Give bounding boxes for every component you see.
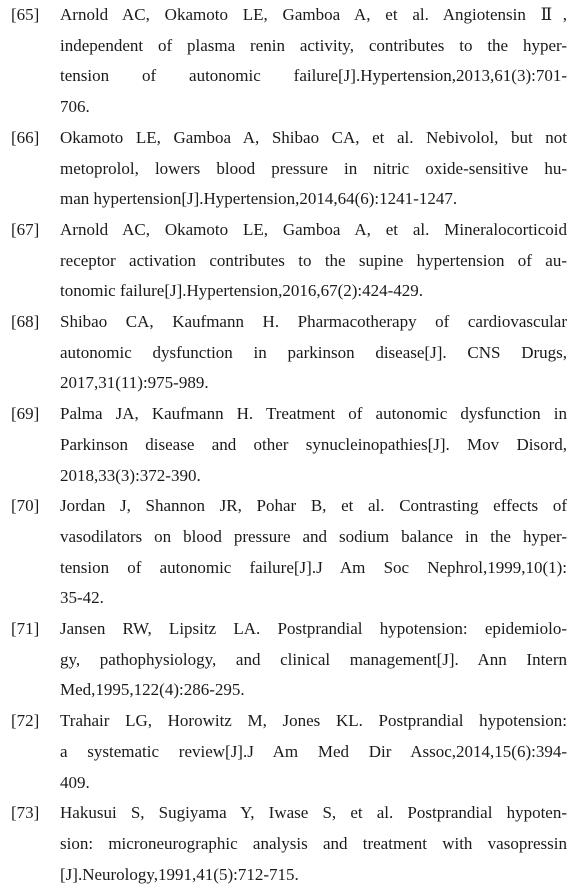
reference-text-line: Hakusui S, Sugiyama Y, Iwase S, et al. Postprandial hypoten- (60, 803, 567, 823)
reference-text-line: 409. (60, 772, 90, 792)
reference-text-line: tension of autonomic failure[J].Hypertension,2013,61(3):701- (60, 66, 567, 86)
reference-text-line: Arnold AC, Okamoto LE, Gamboa A, et al. Mineralocorticoid (60, 219, 567, 239)
reference-text-line: autonomic dysfunction in parkinson disease[J]. CNS Drugs, (60, 342, 567, 362)
reference-text-line: gy, pathophysiology, and clinical management[J]. Ann Intern (60, 649, 567, 669)
reference-number: [67] (11, 219, 40, 239)
reference-text-line: Jansen RW, Lipsitz LA. Postprandial hypotension: epidemiolo- (60, 619, 567, 638)
reference-text-line: vasodilators on blood pressure and sodium balance in the hyper- (60, 526, 567, 546)
reference-text-line: [J].Neurology,1991,41(5):712-715. (60, 864, 299, 884)
reference-text-line: 35-42. (60, 588, 104, 608)
reference-text-line: Palma JA, Kaufmann H. Treatment of autonomic dysfunction in (60, 404, 567, 424)
reference-text-line: Okamoto LE, Gamboa A, Shibao CA, et al. Nebivolol, but not (60, 127, 567, 147)
reference-text-line: man hypertension[J].Hypertension,2014,64(6):1241-1247. (60, 189, 458, 209)
reference-text-line: metoprolol, lowers blood pressure in nitric oxide-sensitive hu- (60, 158, 567, 178)
reference-text-line: 706. (60, 97, 90, 117)
reference-number: [70] (11, 496, 40, 516)
reference-number: [66] (11, 127, 40, 147)
reference-text-line: a systematic review[J].J Am Med Dir Assoc,2014,15(6):394- (60, 741, 567, 761)
reference-text-line: 2017,31(11):975-989. (60, 373, 209, 393)
reference-number: [65] (11, 5, 40, 24)
reference-text-line: 2018,33(3):372-390. (60, 465, 201, 485)
reference-text-line: Arnold AC, Okamoto LE, Gamboa A, et al. Angiotensin Ⅱ, (60, 5, 567, 24)
reference-text-line: sion: microneurographic analysis and treatment with vasopressin (60, 833, 567, 853)
reference-text-line: Trahair LG, Horowitz M, Jones KL. Postprandial hypotension: (60, 711, 567, 731)
reference-text-line: independent of plasma renin activity, contributes to the hyper- (60, 35, 567, 55)
reference-number: [68] (11, 312, 40, 331)
reference-number: [72] (11, 711, 40, 731)
reference-text-line: tension of autonomic failure[J].J Am Soc Nephrol,1999,10(1): (60, 557, 567, 577)
reference-text-line: receptor activation contributes to the supine hypertension of au- (60, 250, 567, 270)
reference-text-line: Jordan J, Shannon JR, Pohar B, et al. Contrasting effects of (60, 496, 567, 516)
reference-text-line: Shibao CA, Kaufmann H. Pharmacotherapy of cardiovascular (60, 312, 567, 331)
reference-number: [71] (11, 619, 40, 638)
reference-number: [73] (11, 803, 40, 823)
reference-number: [69] (11, 404, 40, 424)
reference-text-line: Med,1995,122(4):286-295. (60, 680, 245, 700)
reference-text-line: tonomic failure[J].Hypertension,2016,67(2):424-429. (60, 281, 424, 301)
reference-text-line: Parkinson disease and other synucleinopathies[J]. Mov Disord, (60, 434, 567, 454)
